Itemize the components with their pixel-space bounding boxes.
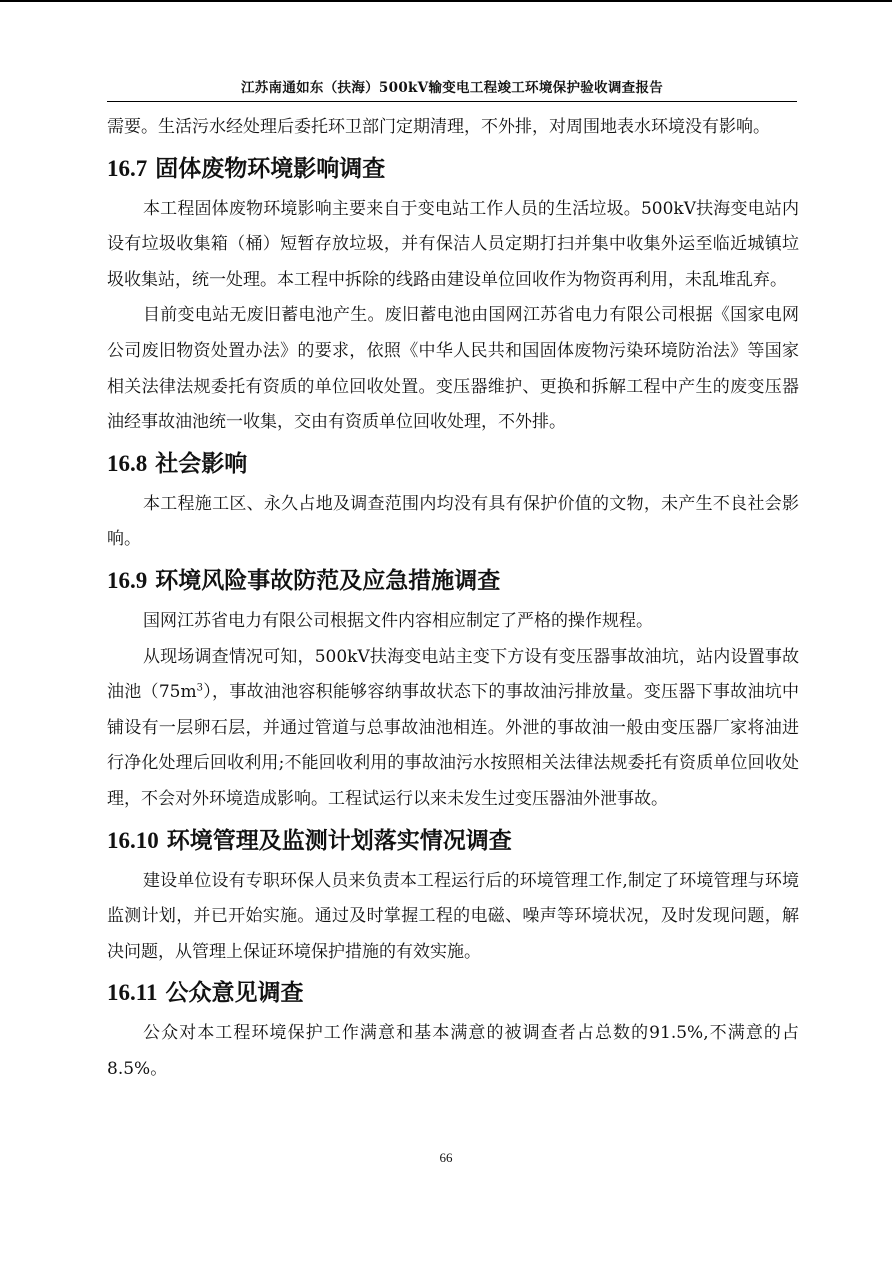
section-title: 环境管理及监测计划落实情况调查 [166,826,512,854]
section-title: 社会影响 [155,449,248,477]
section-heading-16-8 [107,441,799,487]
section-number: 16.10 [107,827,159,853]
section-heading-16-7 [107,146,799,192]
page-number: 66 [439,1150,453,1165]
section-number: 16.7 [107,155,148,181]
section-heading-16-9 [107,558,799,604]
opening-paragraph: 需要。生活污水经处理后委托环卫部门定期清理，不外排，对周围地表水环境没有影响。 [107,117,770,137]
section-number: 16.9 [107,567,148,593]
header-rule [107,101,797,102]
section-title: 公众意见调查 [165,979,304,1007]
section-heading-16-10 [107,818,799,864]
paragraph-text: ），事故油池容积能够容纳事故状态下的事故油污排放量。变压器下事故油坑中铺设有一层卵石层，并通过管道与总事故油池相连。外泄的事故油一般由变压器厂家将油进行净化处理后回收利用;不能回收利用的事故油污水按照相关法律法规委托有资质单位回收处理，不会对外环境造成影响。工程试运行以来未发生过变压器油外泄事故。 [107,682,799,809]
running-header-title: 江苏南通如东（扶海）500kV输变电工程竣工环境保护验收调查报告 [240,80,664,96]
paragraph-text: 从现场调查情况可知，500kV扶海变电站主变下方设有变压器事故油坑，站内设置事故油池（75m [107,646,799,703]
section-number: 16.11 [107,980,158,1006]
paragraph-16-11-1: 公众对本工程环境保护工作满意和基本满意的被调查者占总数的91.5%,不满意的占8.5%。 [107,1023,799,1079]
document-body [107,110,799,1087]
section-heading-16-11 [107,970,799,1016]
page-top-border [0,0,892,2]
section-title: 固体废物环境影响调查 [155,154,386,182]
paragraph-16-7-2: 目前变电站无废旧蓄电池产生。废旧蓄电池由国网江苏省电力有限公司根据《国家电网公司废旧物资处置办法》的要求，依照《中华人民共和国固体废物污染环境防治法》等国家相关法律法规委托有资质的单位回收处置。变压器维护、更换和拆解工程中产生的废变压器油经事故油池统一收集，交由有资质单位回收处理，不外排。 [107,305,799,433]
paragraph-16-9-2 [107,640,799,818]
superscript-cubed: 3 [196,682,203,694]
paragraph-16-9-1: 国网江苏省电力有限公司根据文件内容相应制定了严格的操作规程。 [143,610,653,631]
section-title: 环境风险事故防范及应急措施调查 [155,566,501,594]
paragraph-16-7-1: 本工程固体废物环境影响主要来自于变电站工作人员的生活垃圾。500kV扶海变电站内设有垃圾收集箱（桶）短暂存放垃圾，并有保洁人员定期打扫并集中收集外运至临近城镇垃圾收集站，统一处理。本工程中拆除的线路由建设单位回收作为物资再利用，未乱堆乱弃。 [107,198,799,290]
section-number: 16.8 [107,450,148,476]
paragraph-16-10-1: 建设单位设有专职环保人员来负责本工程运行后的环境管理工作,制定了环境管理与环境监测计划，并已开始实施。通过及时掌握工程的电磁、噪声等环境状况，及时发现问题，解决问题，从管理上保证环境保护措施的有效实施。 [107,870,799,962]
paragraph-16-8-1: 本工程施工区、永久占地及调查范围内均没有具有保护价值的文物，未产生不良社会影响。 [107,493,799,550]
